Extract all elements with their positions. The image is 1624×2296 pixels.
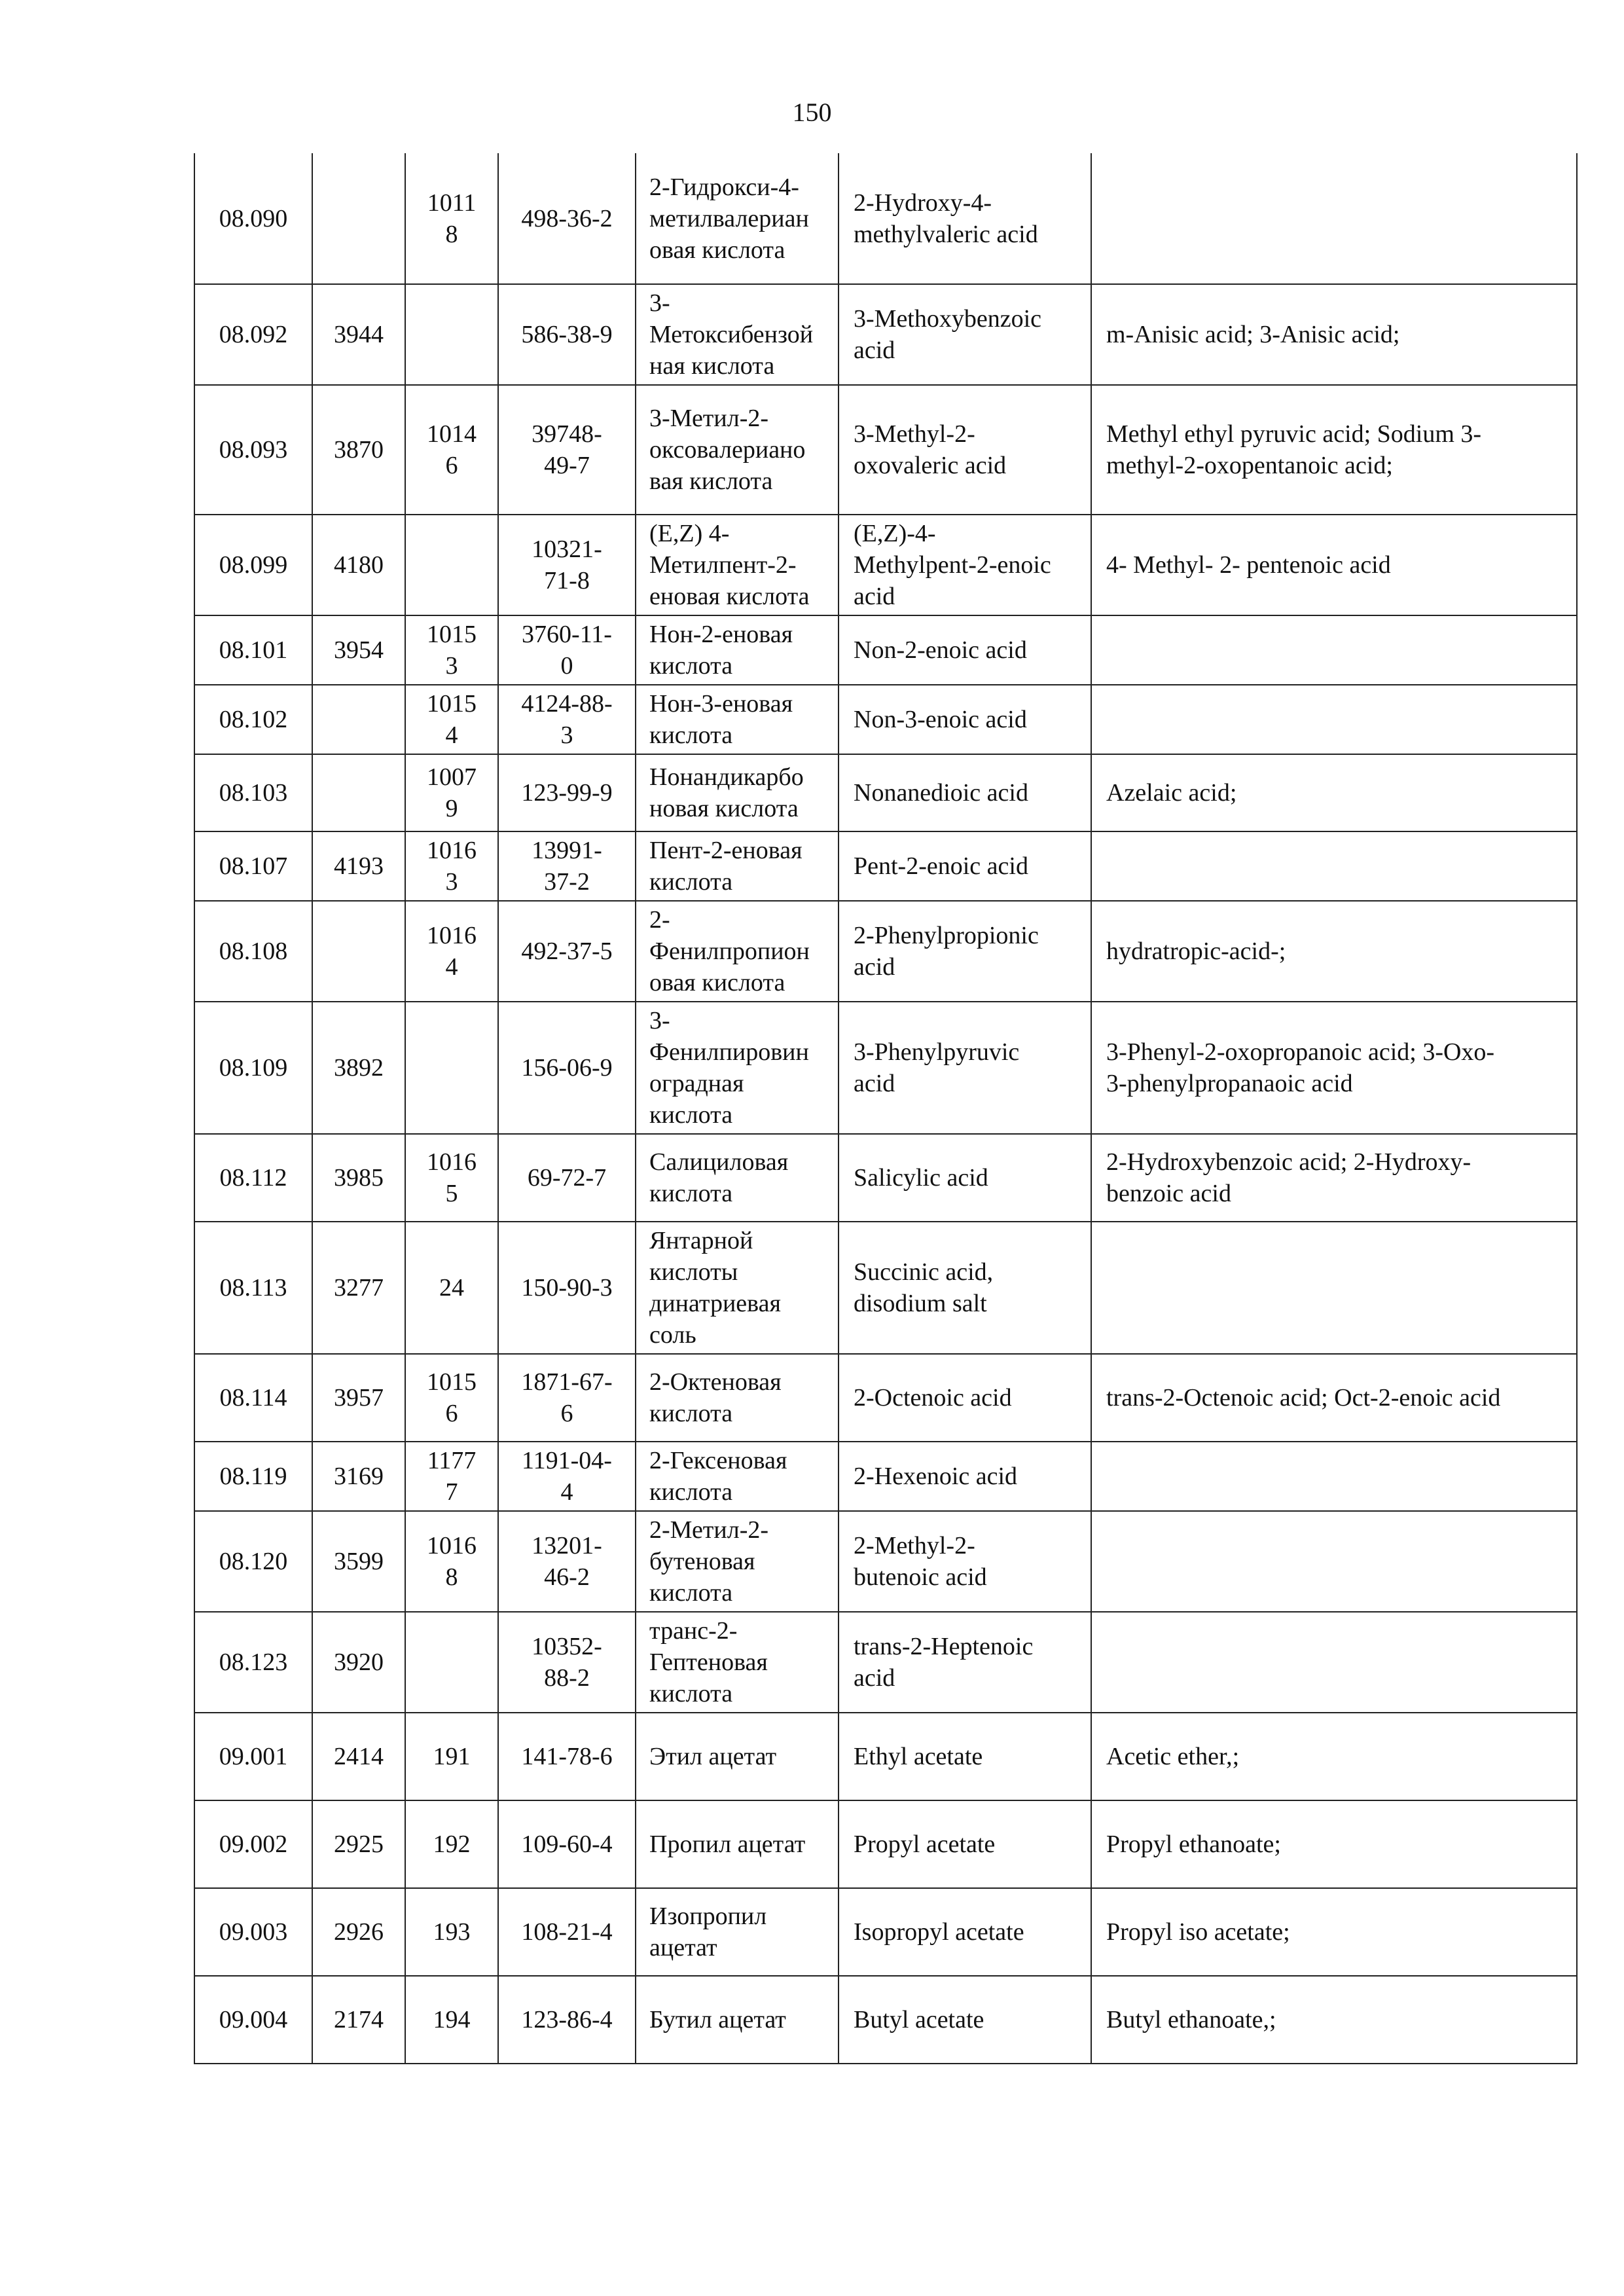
english-name-cell: 2-Methyl-2- butenoic acid (839, 1511, 1091, 1612)
synonyms-cell: trans-2-Octenoic acid; Oct-2-enoic acid (1091, 1354, 1577, 1442)
table-row (194, 615, 1577, 685)
fl-number-cell: 09.004 (194, 1976, 312, 2064)
cas-number-cell: 1191-04- 4 (498, 1442, 636, 1511)
synonyms-cell: 3-Phenyl-2-oxopropanoic acid; 3-Oxo- 3-phenylpropanaoic acid (1091, 1002, 1577, 1134)
table-row (194, 153, 1577, 284)
table-row (194, 1134, 1577, 1222)
table-row (194, 1800, 1577, 1888)
fl-number-cell: 08.114 (194, 1354, 312, 1442)
table-row (194, 1354, 1577, 1442)
english-name-cell: 2-Phenylpropionic acid (839, 901, 1091, 1002)
russian-name-cell: 3- Фенилпировин оградная кислота (636, 1002, 839, 1134)
russian-name-cell: Нон-2-еновая кислота (636, 615, 839, 685)
fema-number-cell: 2925 (312, 1800, 405, 1888)
russian-name-cell: (E,Z) 4- Метилпент-2- еновая кислота (636, 515, 839, 615)
synonyms-cell (1091, 1511, 1577, 1612)
fl-number-cell: 08.103 (194, 754, 312, 831)
cas-number-cell: 586-38-9 (498, 284, 636, 385)
fema-number-cell: 3957 (312, 1354, 405, 1442)
synonyms-cell: Methyl ethyl pyruvic acid; Sodium 3- methyl-2-oxopentanoic acid; (1091, 385, 1577, 515)
synonyms-cell (1091, 685, 1577, 754)
table-row (194, 284, 1577, 385)
coe-number-cell (405, 1612, 498, 1713)
fema-number-cell: 3169 (312, 1442, 405, 1511)
cas-number-cell: 492-37-5 (498, 901, 636, 1002)
coe-number-cell: 1016 4 (405, 901, 498, 1002)
fl-number-cell: 08.113 (194, 1222, 312, 1354)
english-name-cell: Isopropyl acetate (839, 1888, 1091, 1976)
english-name-cell: Butyl acetate (839, 1976, 1091, 2064)
fema-number-cell: 3870 (312, 385, 405, 515)
coe-number-cell: 24 (405, 1222, 498, 1354)
table-body (194, 153, 1577, 2064)
fema-number-cell: 3277 (312, 1222, 405, 1354)
synonyms-cell: m-Anisic acid; 3-Anisic acid; (1091, 284, 1577, 385)
russian-name-cell: 3-Метил-2- оксовалериано вая кислота (636, 385, 839, 515)
russian-name-cell: Изопропил ацетат (636, 1888, 839, 1976)
fl-number-cell: 09.001 (194, 1713, 312, 1800)
fema-number-cell (312, 754, 405, 831)
english-name-cell: Propyl acetate (839, 1800, 1091, 1888)
english-name-cell: trans-2-Heptenoic acid (839, 1612, 1091, 1713)
russian-name-cell: Этил ацетат (636, 1713, 839, 1800)
cas-number-cell: 109-60-4 (498, 1800, 636, 1888)
russian-name-cell: Бутил ацетат (636, 1976, 839, 2064)
cas-number-cell: 156-06-9 (498, 1002, 636, 1134)
fema-number-cell: 4180 (312, 515, 405, 615)
synonyms-cell: Azelaic acid; (1091, 754, 1577, 831)
english-name-cell: Pent-2-enoic acid (839, 831, 1091, 901)
cas-number-cell: 39748- 49-7 (498, 385, 636, 515)
cas-number-cell: 69-72-7 (498, 1134, 636, 1222)
fl-number-cell: 08.112 (194, 1134, 312, 1222)
cas-number-cell: 123-99-9 (498, 754, 636, 831)
synonyms-cell: 2-Hydroxybenzoic acid; 2-Hydroxy- benzoic acid (1091, 1134, 1577, 1222)
table-row (194, 831, 1577, 901)
table-row (194, 901, 1577, 1002)
english-name-cell: Nonanedioic acid (839, 754, 1091, 831)
synonyms-cell: 4- Methyl- 2- pentenoic acid (1091, 515, 1577, 615)
fema-number-cell (312, 153, 405, 284)
fl-number-cell: 08.119 (194, 1442, 312, 1511)
synonyms-cell: hydratropic-acid-; (1091, 901, 1577, 1002)
fema-number-cell: 2926 (312, 1888, 405, 1976)
synonyms-cell: Acetic ether,; (1091, 1713, 1577, 1800)
fl-number-cell: 09.002 (194, 1800, 312, 1888)
cas-number-cell: 10352- 88-2 (498, 1612, 636, 1713)
synonyms-cell (1091, 831, 1577, 901)
fema-number-cell: 4193 (312, 831, 405, 901)
cas-number-cell: 123-86-4 (498, 1976, 636, 2064)
synonyms-cell (1091, 1612, 1577, 1713)
fl-number-cell: 08.108 (194, 901, 312, 1002)
coe-number-cell: 1015 6 (405, 1354, 498, 1442)
english-name-cell: 2-Octenoic acid (839, 1354, 1091, 1442)
fema-number-cell: 3892 (312, 1002, 405, 1134)
english-name-cell: Salicylic acid (839, 1134, 1091, 1222)
synonyms-cell (1091, 1222, 1577, 1354)
fema-number-cell (312, 685, 405, 754)
russian-name-cell: 2-Октеновая кислота (636, 1354, 839, 1442)
fl-number-cell: 08.101 (194, 615, 312, 685)
fl-number-cell: 08.120 (194, 1511, 312, 1612)
coe-number-cell: 1011 8 (405, 153, 498, 284)
english-name-cell: 3-Methoxybenzoic acid (839, 284, 1091, 385)
russian-name-cell: Салициловая кислота (636, 1134, 839, 1222)
russian-name-cell: 2-Гидрокси-4- метилвалериан овая кислота (636, 153, 839, 284)
coe-number-cell: 1016 3 (405, 831, 498, 901)
coe-number-cell: 1014 6 (405, 385, 498, 515)
coe-number-cell: 192 (405, 1800, 498, 1888)
flavouring-substances-table (194, 153, 1578, 2064)
table-row (194, 1976, 1577, 2064)
russian-name-cell: 2-Метил-2- бутеновая кислота (636, 1511, 839, 1612)
fema-number-cell: 3944 (312, 284, 405, 385)
coe-number-cell: 191 (405, 1713, 498, 1800)
fl-number-cell: 08.090 (194, 153, 312, 284)
synonyms-cell (1091, 153, 1577, 284)
fema-number-cell: 3920 (312, 1612, 405, 1713)
fema-number-cell: 3954 (312, 615, 405, 685)
synonyms-cell: Propyl iso acetate; (1091, 1888, 1577, 1976)
cas-number-cell: 1871-67- 6 (498, 1354, 636, 1442)
russian-name-cell: транс-2- Гептеновая кислота (636, 1612, 839, 1713)
english-name-cell: 3-Phenylpyruvic acid (839, 1002, 1091, 1134)
english-name-cell: Non-2-enoic acid (839, 615, 1091, 685)
coe-number-cell: 1016 5 (405, 1134, 498, 1222)
coe-number-cell: 194 (405, 1976, 498, 2064)
fl-number-cell: 08.123 (194, 1612, 312, 1713)
russian-name-cell: 2- Фенилпропион овая кислота (636, 901, 839, 1002)
russian-name-cell: Янтарной кислоты динатриевая соль (636, 1222, 839, 1354)
table-row (194, 515, 1577, 615)
fl-number-cell: 08.099 (194, 515, 312, 615)
cas-number-cell: 150-90-3 (498, 1222, 636, 1354)
fema-number-cell: 3985 (312, 1134, 405, 1222)
english-name-cell: (E,Z)-4- Methylpent-2-enoic acid (839, 515, 1091, 615)
cas-number-cell: 3760-11- 0 (498, 615, 636, 685)
fema-number-cell (312, 901, 405, 1002)
coe-number-cell (405, 284, 498, 385)
cas-number-cell: 498-36-2 (498, 153, 636, 284)
english-name-cell: Non-3-enoic acid (839, 685, 1091, 754)
cas-number-cell: 108-21-4 (498, 1888, 636, 1976)
cas-number-cell: 13201- 46-2 (498, 1511, 636, 1612)
fema-number-cell: 2174 (312, 1976, 405, 2064)
synonyms-cell (1091, 615, 1577, 685)
synonyms-cell: Propyl ethanoate; (1091, 1800, 1577, 1888)
table-row (194, 685, 1577, 754)
coe-number-cell: 1007 9 (405, 754, 498, 831)
table-row (194, 1612, 1577, 1713)
fl-number-cell: 08.092 (194, 284, 312, 385)
coe-number-cell: 1015 3 (405, 615, 498, 685)
fl-number-cell: 08.107 (194, 831, 312, 901)
russian-name-cell: Нонандикарбо новая кислота (636, 754, 839, 831)
fema-number-cell: 2414 (312, 1713, 405, 1800)
fema-number-cell: 3599 (312, 1511, 405, 1612)
table-row (194, 1002, 1577, 1134)
english-name-cell: 2-Hydroxy-4- methylvaleric acid (839, 153, 1091, 284)
russian-name-cell: 3- Метоксибензой ная кислота (636, 284, 839, 385)
coe-number-cell: 1177 7 (405, 1442, 498, 1511)
coe-number-cell (405, 515, 498, 615)
english-name-cell: 2-Hexenoic acid (839, 1442, 1091, 1511)
table-row (194, 1888, 1577, 1976)
english-name-cell: Succinic acid, disodium salt (839, 1222, 1091, 1354)
russian-name-cell: Нон-3-еновая кислота (636, 685, 839, 754)
page-number: 150 (792, 98, 832, 127)
fl-number-cell: 09.003 (194, 1888, 312, 1976)
synonyms-cell (1091, 1442, 1577, 1511)
table-row (194, 754, 1577, 831)
coe-number-cell: 193 (405, 1888, 498, 1976)
fl-number-cell: 08.109 (194, 1002, 312, 1134)
table-row (194, 1222, 1577, 1354)
cas-number-cell: 141-78-6 (498, 1713, 636, 1800)
english-name-cell: Ethyl acetate (839, 1713, 1091, 1800)
cas-number-cell: 4124-88- 3 (498, 685, 636, 754)
table-row (194, 385, 1577, 515)
russian-name-cell: Пропил ацетат (636, 1800, 839, 1888)
coe-number-cell: 1016 8 (405, 1511, 498, 1612)
russian-name-cell: 2-Гексеновая кислота (636, 1442, 839, 1511)
coe-number-cell (405, 1002, 498, 1134)
fl-number-cell: 08.093 (194, 385, 312, 515)
table-row (194, 1442, 1577, 1511)
fl-number-cell: 08.102 (194, 685, 312, 754)
english-name-cell: 3-Methyl-2- oxovaleric acid (839, 385, 1091, 515)
table-row (194, 1713, 1577, 1800)
russian-name-cell: Пент-2-еновая кислота (636, 831, 839, 901)
coe-number-cell: 1015 4 (405, 685, 498, 754)
table-row (194, 1511, 1577, 1612)
synonyms-cell: Butyl ethanoate,; (1091, 1976, 1577, 2064)
cas-number-cell: 13991- 37-2 (498, 831, 636, 901)
cas-number-cell: 10321- 71-8 (498, 515, 636, 615)
